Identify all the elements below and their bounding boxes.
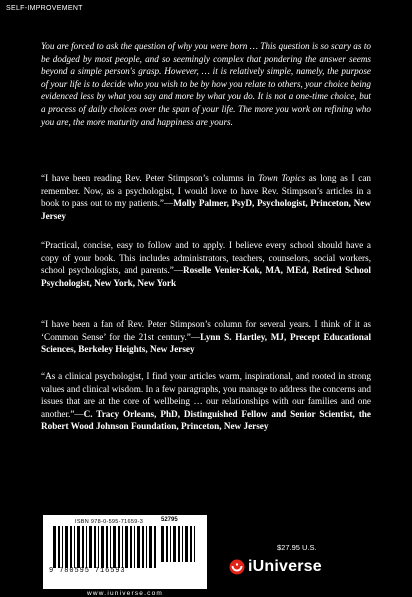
testimonial-2-attribution: Roselle Venier-Kok, MA, MEd, Retired School Psychologist, New York, New York [41,265,371,288]
testimonial-2 [41,239,371,289]
isbn-text: ISBN 978-0-595-71659-3 [75,519,144,525]
testimonial-1-attribution: Molly Palmer, PsyD, Psychologist, Princeton, New Jersey [41,198,372,221]
barcode [43,515,207,589]
intro-blurb: You are forced to ask the question of why you were born … This question is so scary as to be dodged by most people, and so seemingly complex that pondering the answer seems beyond a simple person's grasp. However, … it is relatively simple, namely, the purpose of your life is to decide who you wish to be by how you relate to others, your choice being evidenced less by what you say and more by what you do. It is not a one-time choice, but a process of daily choices over the span of your life. The more you work on refining who you are, the more maturity and happiness are yours. [41,41,371,127]
category-label: SELF-IMPROVEMENT [6,5,83,12]
price-barcode-bars [161,526,197,562]
testimonial-4 [41,370,371,433]
testimonial-3-attribution: Lynn S. Hartley, MJ, Precept Educational Sciences, Berkeley Heights, New Jersey [41,331,372,355]
testimonial-1 [41,172,371,222]
testimonial-4-text: “As a clinical psychologist, I find your articles warm, inspirational, and rooted in strong values and clinical wisdom. In a few paragraphs, you manage to address the concerns and issues that are at the core of wellbeing … our relationships with our families and one another.”— [41,371,371,419]
barcode-number: 9 780595 716593 [49,567,126,575]
barcode-bars [53,526,157,568]
testimonial-1-title: Town Topics [258,173,306,183]
testimonial-4-attribution: C. Tracy Orleans, PhD, Distinguished Fellow and Senior Scientist, the Robert Wood Johnson Foundation, Princeton, New Jersey [41,408,371,432]
publisher-logo [229,558,322,576]
price: $27.95 U.S. [277,543,317,552]
publisher-logo-icon [229,559,245,575]
testimonial-3-text: “I have been a fan of Rev. Peter Stimpson’s column for several years. I think of it as ‘Common Sense’ for the 21st century.”— [41,319,371,342]
testimonial-1-text-after: as long as I can remember. Now, as a psychologist, I would love to have Rev. Stimpson’s articles in a book to pass out to my patients.”— [41,173,372,209]
testimonial-2-text: “Practical, concise, easy to follow and to apply. I believe every school should have a copy of your book. This includes administrators, teachers, counselors, social workers, school psychologists, and parents.”— [41,240,371,276]
testimonial-1-text-before: “I have been reading Rev. Peter Stimpson’s columns in [41,173,259,183]
price-code: 52795 [161,517,178,523]
publisher-url[interactable]: www.iuniverse.com [86,590,164,597]
testimonial-3 [41,318,371,356]
publisher-name: iUniverse [248,558,322,575]
